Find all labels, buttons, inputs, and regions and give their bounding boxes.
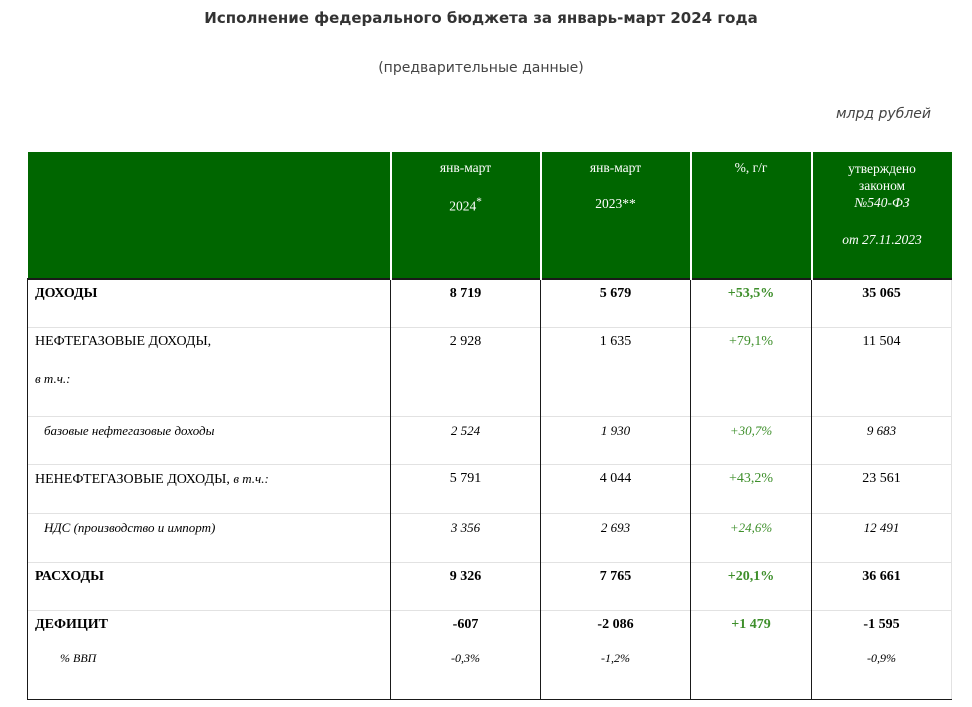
value-yoy: +20,1% bbox=[727, 568, 775, 584]
value-yoy: +79,1% bbox=[728, 333, 774, 349]
header-2024 bbox=[391, 152, 541, 279]
header-law-line1: утверждено bbox=[848, 161, 916, 176]
value-2023: 7 765 bbox=[599, 568, 632, 584]
page-title: Исполнение федерального бюджета за январь-март 2024 года bbox=[204, 9, 758, 27]
header-law bbox=[812, 152, 952, 279]
header-2024-year: 2024 bbox=[449, 198, 477, 214]
table-row-nonoil bbox=[28, 464, 952, 513]
gdp-share-law: -0,9% bbox=[867, 650, 896, 665]
value-2024: 3 356 bbox=[450, 519, 481, 535]
value-law: 36 661 bbox=[862, 568, 901, 584]
value-law: 23 561 bbox=[862, 470, 901, 486]
value-2024: 9 326 bbox=[449, 568, 482, 584]
row-label: НЕФТЕГАЗОВЫЕ ДОХОДЫ, bbox=[35, 333, 212, 349]
row-label: ДОХОДЫ bbox=[35, 286, 98, 301]
gdp-share-2024: -0,3% bbox=[451, 650, 480, 665]
row-label: ДЕФИЦИТ bbox=[35, 616, 109, 632]
table-row-deficit bbox=[28, 610, 952, 699]
value-yoy: +30,7% bbox=[729, 422, 773, 438]
header-yoy bbox=[691, 152, 812, 279]
value-law: 9 683 bbox=[866, 422, 897, 438]
table-row-base-oilgas bbox=[28, 416, 952, 464]
table-row-vat bbox=[28, 513, 952, 562]
value-2023: 2 693 bbox=[600, 519, 631, 535]
row-note: в т.ч.: bbox=[35, 370, 71, 386]
value-law: 12 491 bbox=[863, 519, 900, 535]
value-law: 11 504 bbox=[862, 333, 901, 349]
value-2024: 2 928 bbox=[449, 333, 482, 349]
row-label: НДС (производство и импорт) bbox=[44, 519, 216, 535]
value-yoy: +24,6% bbox=[729, 519, 773, 535]
value-2024: 8 719 bbox=[449, 286, 482, 301]
value-law: 35 065 bbox=[862, 286, 901, 301]
row-label: НЕНЕФТЕГАЗОВЫЕ ДОХОДЫ, bbox=[35, 471, 230, 487]
value-yoy: +53,5% bbox=[727, 286, 775, 301]
value-yoy: +43,2% bbox=[728, 470, 774, 486]
page-subtitle: (предварительные данные) bbox=[378, 60, 584, 76]
row-label: РАСХОДЫ bbox=[35, 568, 104, 584]
value-law: -1 595 bbox=[863, 616, 900, 632]
header-2024-period: янв-март bbox=[439, 160, 492, 175]
value-2023: -2 086 bbox=[597, 616, 634, 632]
row-label: базовые нефтегазовые доходы bbox=[44, 422, 215, 438]
value-2023: 5 679 bbox=[599, 286, 632, 301]
gdp-share-2023: -1,2% bbox=[601, 650, 630, 665]
table-row-revenue bbox=[28, 279, 952, 327]
header-2023 bbox=[541, 152, 691, 279]
table-header-row bbox=[28, 152, 952, 279]
header-law-line2: законом bbox=[858, 178, 906, 193]
units-label: млрд рублей bbox=[836, 106, 931, 122]
table-row-expenses bbox=[28, 562, 952, 610]
value-yoy: +1 479 bbox=[731, 616, 771, 632]
header-2024-footnote-mark: * bbox=[476, 196, 482, 208]
value-2024: 2 524 bbox=[450, 422, 481, 438]
value-2024: -607 bbox=[452, 616, 479, 632]
table-row-oilgas bbox=[28, 327, 952, 416]
header-law-number: №540-ФЗ bbox=[854, 195, 910, 210]
header-2023-year: 2023** bbox=[595, 196, 636, 211]
budget-table bbox=[27, 152, 952, 700]
header-2023-period: янв-март bbox=[589, 160, 642, 175]
row-note: в т.ч.: bbox=[233, 470, 269, 486]
header-law-date: от 27.11.2023 bbox=[842, 232, 922, 247]
header-yoy-label: %, г/г bbox=[734, 160, 768, 175]
gdp-share-label: % ВВП bbox=[60, 650, 97, 665]
value-2023: 1 635 bbox=[599, 333, 632, 349]
header-label-column bbox=[28, 152, 391, 279]
value-2023: 4 044 bbox=[599, 470, 632, 486]
value-2023: 1 930 bbox=[600, 422, 631, 438]
value-2024: 5 791 bbox=[449, 470, 482, 486]
